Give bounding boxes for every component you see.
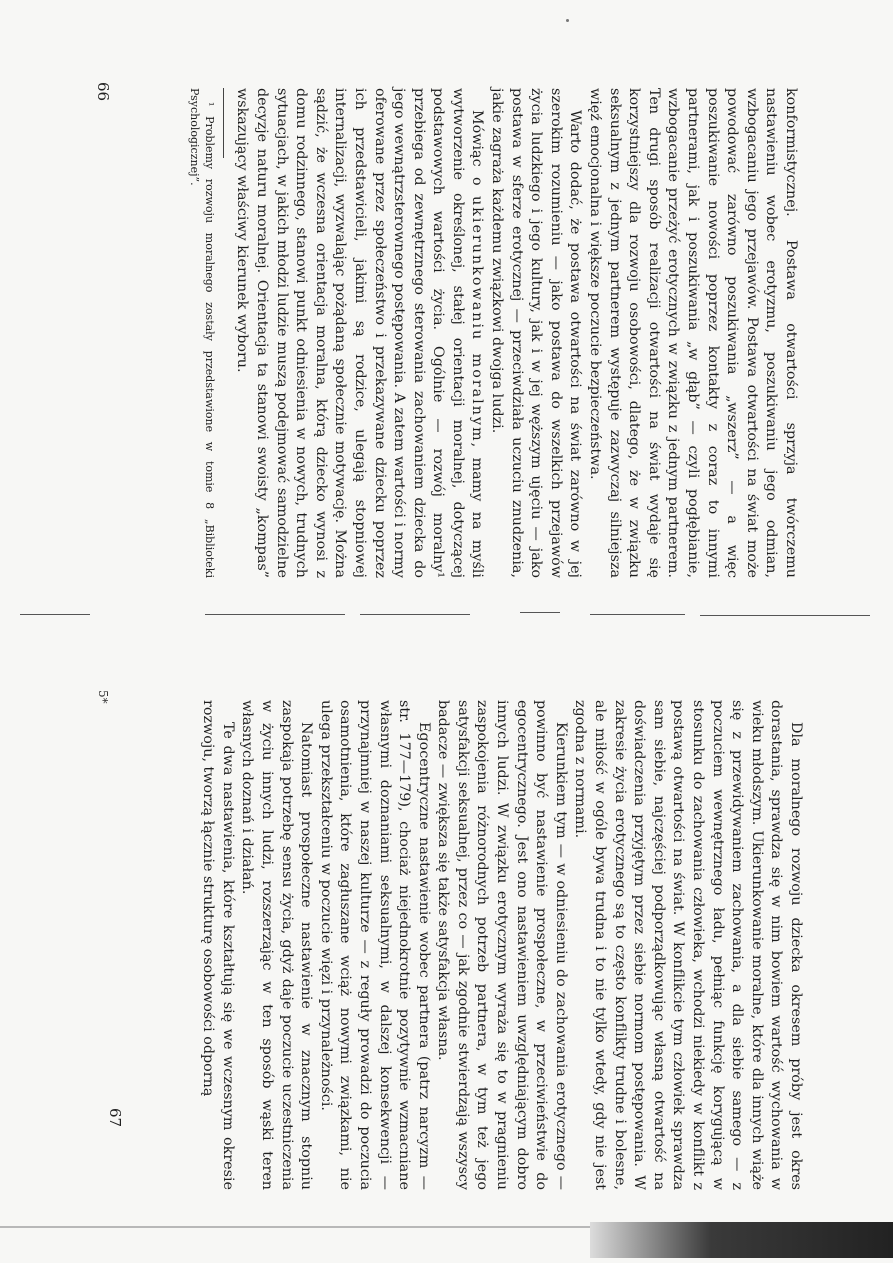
paragraph-6: Egocentryczne nastawienie wobec partnera (patrz narcyzm — str. 177—179), chociaż niejednokrotnie pozytywnie wzmacniane własnymi doznaniami seksualnymi, w dalszej konsekwencji — przynajmniej w naszej kulturze — z reguły prowadzi do poczucia osamotnienia, które zagłuszane wciąż nowymi związkami, nie ulega przekształceniu w poczucie więzi i przynależności.	[317, 700, 432, 1190]
paragraph-1: konformistycznej. Postawa otwartości sprzyja twórczemu nastawieniu wobec erotyzmu, poszukiwaniu jego odmian, wzbogacaniu jego przejawów. Postawa otwartości na świat może powodować zarówno poszukiwania „wszerz” — a więc poszukiwanie nowości poprzez kontakty z coraz to innymi partnerami, jak i poszukiwania „w głąb” — czyli pogłębianie, wzbogacanie przeżyć erotycznych w związku z jednym partnerem. Ten drugi sposób realizacji otwartości na świat wydaje się korzystniejszy dla rozwoju osobowości, dlatego, że w związku seksualnym z jednym partnerem występuje zazwyczaj silniejsza więź emocjonalna i większe poczucie bezpieczeństwa.	[587, 88, 799, 578]
paragraph-2: Warto dodać, że postawa otwartości na świat zarówno w jej szerokim rozumieniu — jako postawa do wszelkich przejawów życia ludzkiego i jego kultury, jak i w jej węższym ujęciu — jako postawa w sferze erotycznej — przeciwdziała uczuciu znudzenia, jakie zagraża każdemu związkowi dwojga ludzi.	[489, 88, 584, 578]
page-number-67: 67	[106, 1108, 124, 1128]
scanner-shadow	[590, 1222, 893, 1258]
paragraph-5: Kierunkiem tym — w odniesieniu do zachowania erotycznego — powinno być nastawienie prospołeczne, w przeciwieństwie do egocentrycznego. Jest ono nastawieniem uwzględniającym dobro innych ludzi. W związku erotycznym wyraża się to w pragnieniu zaspokojenia różnorodnych potrzeb partnera, w tym też jego satysfakcji seksualnej, przez co — jak zgodnie stwierdzają wszyscy badacze — zwiększa się także satysfakcja własna.	[435, 700, 569, 1190]
page-number-66: 66	[94, 82, 112, 102]
page-gutter	[0, 608, 893, 622]
paragraph-3-head: Mówiąc o	[469, 110, 486, 197]
paragraph-8: Te dwa nastawienia, które kształtują się we wczesnym okresie rozwoju, tworzą łącznie strukturę osobowości odporną	[200, 700, 236, 1190]
paragraph-3	[232, 88, 487, 578]
signature-mark: 5*	[96, 690, 110, 704]
paragraph-3-tail: , mamy na myśli wytworzenie określonej, stałej orientacji moralnej, dotyczącej podstawowych wartości życia. Ogólnie — rozwój moralny¹ przebiega od zewnętrznego sterowania zachowaniem dziecka do jego wewnątrzsterownego postępowania. A zatem wartości i normy oferowane przez społeczeństwo i przekazywane dziecku poprzez ich przedstawicieli, jakimi są rodzice, ulegają stopniowej internalizacji, wyzwalając pożądaną społecznie motywację. Można sądzić, że wczesna orientacja moralna, którą dziecko wynosi z domu rodzinnego, stanowi punkt odniesienia w nowych, trudnych sytuacjach, w jakich młodzi ludzie muszą podejmować samodzielne decyzje naturu moralnej. Orientacja ta stanowi swoisty „kompas” wskazujący właściwy kierunek wyboru.	[234, 88, 486, 578]
page-67	[198, 700, 805, 1190]
paragraph-4: Dla moralnego rozwoju dziecka okresem próby jest okres dorastania, sprawdza się w nim bowiem wartość wychowania w wieku młodszym. Ukierunkowanie moralne, które dla innych wiąże się z przewidywaniem zachowania, a dla siebie samego — z poczuciem wewnętrznego ładu, pełniąc funkcję korygującą w stosunku do zachowania człowieka, wchodzi niekiedy w konflikt z postawą otwartości na świat. W konflikcie tym człowiek sprawdza sam siebie, najczęściej podporządkowując własną otwartość na doświadczenia przyjętym przez siebie normom postępowania. W zakresie życia erotycznego są to często konflikty trudne i bolesne, ale miłość w ogóle bywa trudna i to nie tylko wtedy, gdy nie jest zgodna z normami.	[572, 700, 804, 1190]
scan-speck	[566, 19, 569, 22]
page-66	[187, 88, 800, 578]
footnote: ¹ Problemy rozwoju moralnego zostały przedstawione w tomie 8 „Biblioteki Psychologicznej”.	[187, 88, 216, 578]
footnote-rule	[223, 88, 224, 158]
paragraph-7: Natomiast prospołeczne nastawienie w znacznym stopniu zaspokaja potrzebę sensu życia, gdyż daje poczucie uczestniczenia w życiu innych ludzi, rozszerzając w ten sposób wąski teren własnych doznań i działań.	[239, 700, 315, 1190]
page-edge-line	[0, 1226, 600, 1228]
term-moral-orientation: ukierunkowaniu moralnym	[469, 196, 486, 443]
